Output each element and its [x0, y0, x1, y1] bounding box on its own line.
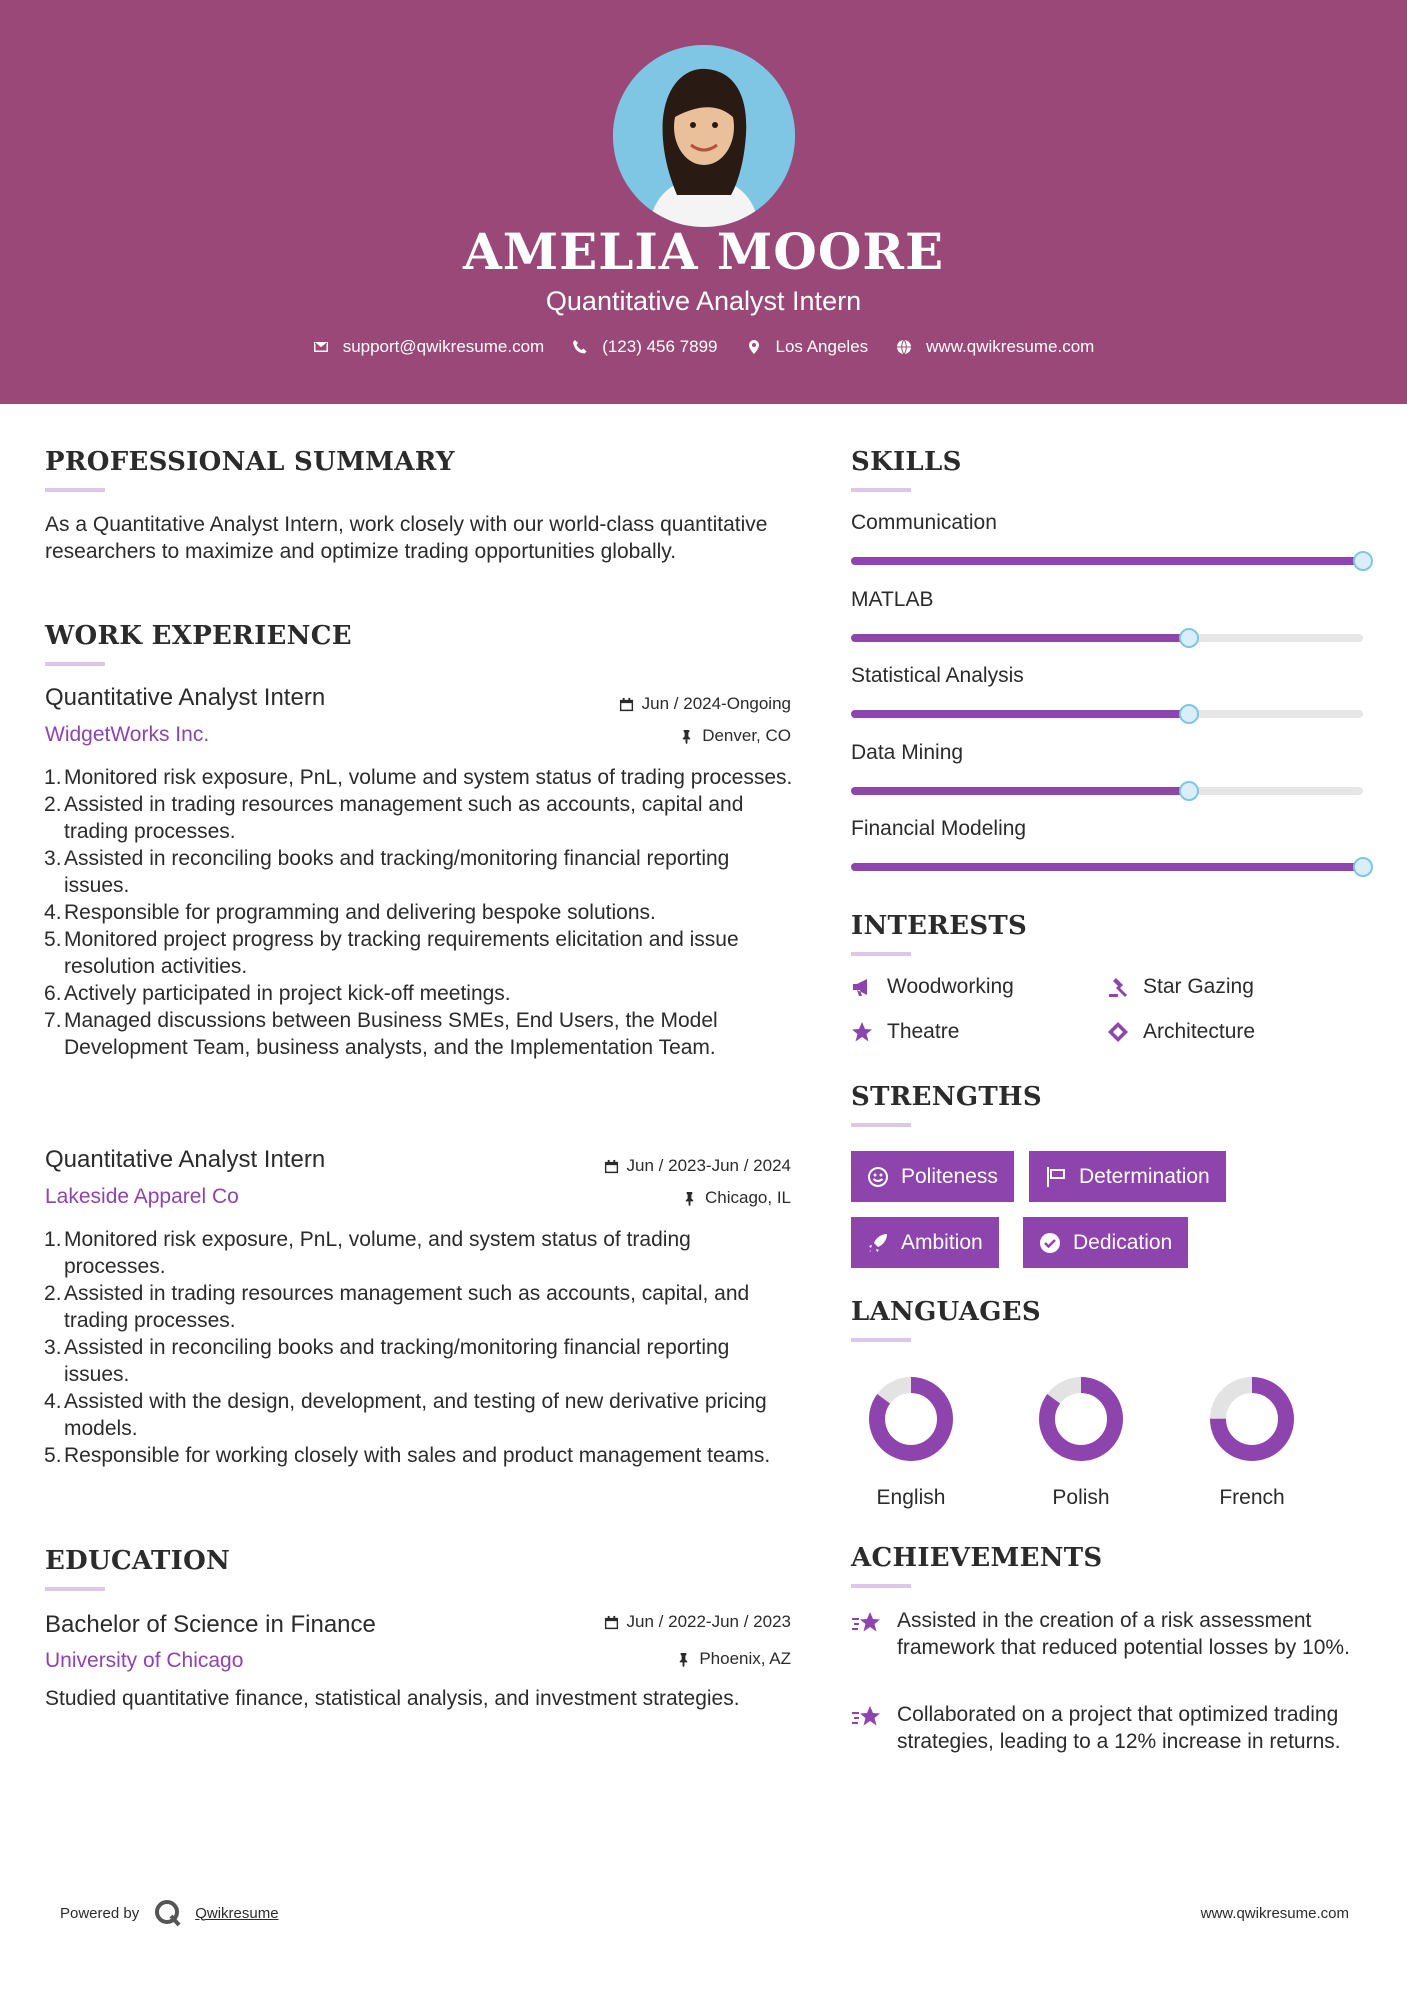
summary-text: As a Quantitative Analyst Intern, work closely with our world-class quantitative researchers to maximize and optimize trading opportunities globally. [45, 513, 768, 563]
candidate-name: AMELIA MOORE [462, 222, 945, 281]
interest-label: Star Gazing [1143, 975, 1254, 998]
skill-name: Communication [851, 511, 997, 534]
degree-title: Bachelor of Science in Finance [45, 1611, 376, 1638]
list-item: Assisted in trading resources management such as accounts, capital and trading processes. [64, 793, 744, 843]
pushpin-icon [676, 1652, 691, 1667]
job-location-text: Chicago, IL [705, 1188, 791, 1207]
shooting-star-icon [851, 1609, 883, 1637]
language-name: French [1219, 1486, 1285, 1509]
work-divider [45, 662, 105, 666]
education-date-text: Jun / 2022-Jun / 2023 [626, 1612, 791, 1631]
skill-name: Statistical Analysis [851, 664, 1024, 687]
skill-bar-knob [1353, 551, 1373, 571]
list-item: Managed discussions between Business SMEs, End Users, the Model Development Team, business analysts, and the Implementation Team. [64, 1009, 718, 1059]
qwikresume-logo-icon [153, 1898, 183, 1928]
school-name[interactable]: University of Chicago [45, 1649, 244, 1672]
job-date-text: Jun / 2024-Ongoing [641, 694, 791, 713]
interest-item [1107, 975, 1254, 999]
list-item: Monitored risk exposure, PnL, volume, and system status of trading processes. [64, 1228, 691, 1278]
brand-link[interactable]: Qwikresume [195, 1904, 279, 1922]
job-location [679, 726, 791, 746]
rocket-icon [867, 1232, 889, 1254]
gavel-icon [1107, 976, 1129, 998]
star-icon [851, 1021, 873, 1043]
megaphone-icon [851, 976, 873, 998]
contact-email[interactable] [313, 337, 545, 357]
skill-bar [851, 634, 1363, 642]
job-location [682, 1188, 791, 1208]
contact-location [746, 337, 869, 357]
achievements-divider [851, 1584, 911, 1588]
skill-bar [851, 787, 1363, 795]
list-item: Monitored project progress by tracking requirements elicitation and issue resolution activities. [64, 928, 739, 978]
achievements-heading: ACHIEVEMENTS [851, 1543, 1103, 1573]
achievement-text: Collaborated on a project that optimized trading strategies, leading to a 12% increase in returns. [897, 1703, 1341, 1753]
strength-chip [1029, 1151, 1226, 1202]
job-date-text: Jun / 2023-Jun / 2024 [626, 1156, 791, 1175]
skill-name: Financial Modeling [851, 817, 1027, 840]
list-item: Assisted with the design, development, and testing of new derivative pricing models. [64, 1390, 767, 1440]
skills-divider [851, 488, 911, 492]
skill-name: Data Mining [851, 740, 964, 764]
flag-icon [1045, 1166, 1067, 1188]
footer-url[interactable]: www.qwikresume.com [1200, 1905, 1349, 1922]
shooting-star-icon [851, 1703, 883, 1731]
calendar-icon [604, 1159, 619, 1174]
interest-label: Architecture [1143, 1020, 1256, 1043]
globe-icon [896, 339, 912, 355]
list-item: Assisted in reconciling books and tracking/monitoring financial reporting issues. [64, 847, 730, 897]
language-item [1182, 1374, 1322, 1510]
list-item: Assisted in trading resources management such as accounts, capital, and trading processes. [64, 1282, 750, 1332]
list-item: Monitored risk exposure, PnL, volume and system status of trading processes. [64, 766, 793, 789]
achievement-item [851, 1701, 1371, 1755]
skill-bar-fill [851, 634, 1189, 642]
interest-label: Woodworking [887, 975, 1014, 998]
languages-heading: LANGUAGES [851, 1297, 1041, 1327]
achievement-item [851, 1607, 1371, 1661]
strength-chip [1023, 1217, 1188, 1268]
skills-heading: SKILLS [851, 447, 962, 477]
interests-heading: INTERESTS [851, 911, 1028, 941]
list-item: Assisted in reconciling books and tracking/monitoring financial reporting issues. [64, 1336, 730, 1386]
envelope-icon [313, 339, 329, 355]
education-location-text: Phoenix, AZ [699, 1649, 791, 1668]
profile-photo [613, 45, 795, 227]
job-date [604, 1156, 791, 1176]
language-name: Polish [1052, 1486, 1110, 1509]
smile-icon [867, 1166, 889, 1188]
phone-text: (123) 456 7899 [602, 337, 718, 356]
footer-powered-by [60, 1898, 279, 1928]
language-donut [866, 1374, 956, 1464]
education-heading: EDUCATION [45, 1546, 231, 1576]
website-text: www.qwikresume.com [926, 337, 1095, 356]
ticket-icon [1107, 1021, 1129, 1043]
languages-divider [851, 1338, 911, 1342]
language-donut [1036, 1374, 1126, 1464]
contact-website[interactable] [896, 337, 1094, 357]
candidate-role: Quantitative Analyst Intern [545, 286, 862, 316]
powered-by-label: Powered by [60, 1904, 140, 1922]
list-item: Actively participated in project kick-off meetings. [64, 982, 511, 1005]
job-bullets [44, 764, 794, 1061]
list-item: Responsible for working closely with sales and product management teams. [64, 1444, 771, 1467]
email-text: support@qwikresume.com [342, 337, 545, 356]
job-bullets [44, 1226, 794, 1469]
resume-header [0, 0, 1407, 404]
skill-bar-knob [1179, 704, 1199, 724]
language-name: English [876, 1486, 946, 1509]
skill-bar [851, 557, 1363, 565]
pushpin-icon [679, 729, 694, 744]
location-text: Los Angeles [775, 337, 869, 356]
education-location [676, 1649, 791, 1669]
language-donut [1207, 1374, 1297, 1464]
achievement-text: Assisted in the creation of a risk assessment framework that reduced potential losses by 10%. [897, 1609, 1350, 1659]
job-title: Quantitative Analyst Intern [45, 1146, 326, 1173]
skill-bar-knob [1353, 857, 1373, 877]
skill-bar-fill [851, 787, 1189, 795]
phone-icon [572, 339, 588, 355]
interest-item [1107, 1020, 1255, 1044]
skill-bar [851, 710, 1363, 718]
skill-bar-fill [851, 557, 1363, 565]
job-date [619, 694, 791, 714]
education-description: Studied quantitative finance, statistical analysis, and investment strategies. [45, 1687, 740, 1710]
skill-bar-knob [1179, 628, 1199, 648]
skill-bar-knob [1179, 781, 1199, 801]
interest-label: Theatre [887, 1020, 960, 1043]
check-circle-icon [1039, 1232, 1061, 1254]
strength-chip [851, 1151, 1014, 1202]
profile-photo-illustration [613, 45, 795, 227]
strength-label: Politeness [901, 1164, 998, 1188]
job-location-text: Denver, CO [702, 726, 791, 745]
language-item [1011, 1374, 1151, 1510]
summary-heading: PROFESSIONAL SUMMARY [45, 447, 455, 477]
calendar-icon [604, 1615, 619, 1630]
interest-item [851, 975, 1014, 999]
strength-chip [851, 1217, 999, 1268]
summary-divider [45, 488, 105, 492]
strength-label: Dedication [1073, 1230, 1173, 1254]
strength-label: Ambition [901, 1230, 983, 1254]
skill-bar-fill [851, 710, 1189, 718]
list-item: Responsible for programming and delivering bespoke solutions. [64, 901, 656, 924]
contact-bar [0, 337, 1407, 357]
strength-label: Determination [1079, 1164, 1210, 1188]
education-divider [45, 1587, 105, 1591]
contact-phone[interactable] [572, 337, 717, 357]
skill-name: MATLAB [851, 587, 934, 611]
interests-divider [851, 952, 911, 956]
company-name[interactable]: WidgetWorks Inc. [45, 723, 210, 746]
company-name[interactable]: Lakeside Apparel Co [45, 1185, 239, 1208]
job-title: Quantitative Analyst Intern [45, 684, 326, 711]
interest-item [851, 1020, 959, 1044]
language-item [841, 1374, 981, 1510]
strengths-heading: STRENGTHS [851, 1082, 1042, 1112]
skill-bar-fill [851, 863, 1363, 871]
education-date [604, 1612, 791, 1632]
skill-bar [851, 863, 1363, 871]
calendar-icon [619, 697, 634, 712]
map-pin-icon [746, 339, 762, 355]
pushpin-icon [682, 1191, 697, 1206]
work-heading: WORK EXPERIENCE [45, 621, 352, 651]
strengths-divider [851, 1123, 911, 1127]
